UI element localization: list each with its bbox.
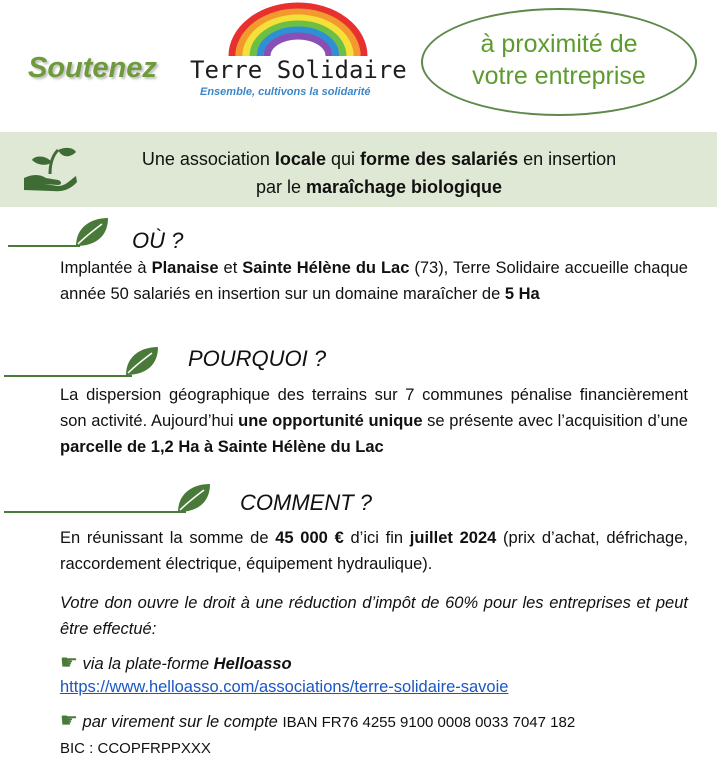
virement-line: ☛ par virement sur le compte IBAN FR76 4255 9100 0008 0033 7047 182 bbox=[60, 710, 576, 732]
iban: IBAN FR76 4255 9100 0008 0033 7047 182 bbox=[282, 714, 576, 731]
section-rule bbox=[4, 511, 186, 513]
tax-reduction-text: Votre don ouvre le droit à une réduction d’impôt de 60% pour les entreprises et peut être effectué: bbox=[60, 594, 688, 638]
rainbow-logo-icon bbox=[228, 2, 368, 58]
comment-paragraph: En réunissant la somme de 45 000 € d’ici fin juillet 2024 (prix d’achat, défrichage, raccordement électrique, équipement hydraulique). bbox=[60, 529, 688, 573]
heading-pourquoi: POURQUOI ? bbox=[188, 346, 327, 371]
proximity-oval bbox=[421, 8, 697, 116]
pointing-hand-icon: ☛ bbox=[60, 652, 78, 674]
helloasso-line: ☛ via la plate-forme Helloasso bbox=[60, 652, 292, 674]
pointing-hand-icon: ☛ bbox=[60, 710, 78, 732]
logo-tagline: Ensemble, cultivons la solidarité bbox=[200, 86, 371, 98]
section-rule bbox=[4, 375, 132, 377]
helloasso-link[interactable]: https://www.helloasso.com/associations/terre-solidaire-savoie bbox=[60, 678, 509, 696]
leaf-icon bbox=[124, 345, 160, 377]
soutenez-title: Soutenez bbox=[28, 52, 157, 84]
oval-line-2: votre entreprise bbox=[472, 62, 646, 90]
ou-paragraph: Implantée à Planaise et Sainte Hélène du Lac (73), Terre Solidaire accueille chaque année 50 salariés en insertion sur un domaine maraîcher de 5 Ha bbox=[60, 259, 688, 303]
logo-name: Terre Solidaire bbox=[190, 56, 407, 84]
hand-sprout-icon bbox=[22, 144, 78, 192]
leaf-icon bbox=[74, 216, 110, 248]
heading-comment: COMMENT ? bbox=[240, 490, 372, 515]
leaf-icon bbox=[176, 482, 212, 514]
intro-text: Une association locale qui forme des salariés en insertion par le maraîchage biologique bbox=[141, 149, 617, 197]
heading-ou: OÙ ? bbox=[132, 228, 184, 253]
section-rule bbox=[8, 245, 80, 247]
oval-line-1: à proximité de bbox=[480, 30, 638, 58]
pourquoi-paragraph: La dispersion géographique des terrains sur 7 communes pénalise financièrement son activité. Aujourd’hui une opportunité unique se présente avec l’acquisition d’une parcelle de 1,2 Ha à Sainte Hélène du Lac bbox=[60, 386, 688, 456]
bic: BIC : CCOPFRPPXXX bbox=[60, 740, 211, 757]
